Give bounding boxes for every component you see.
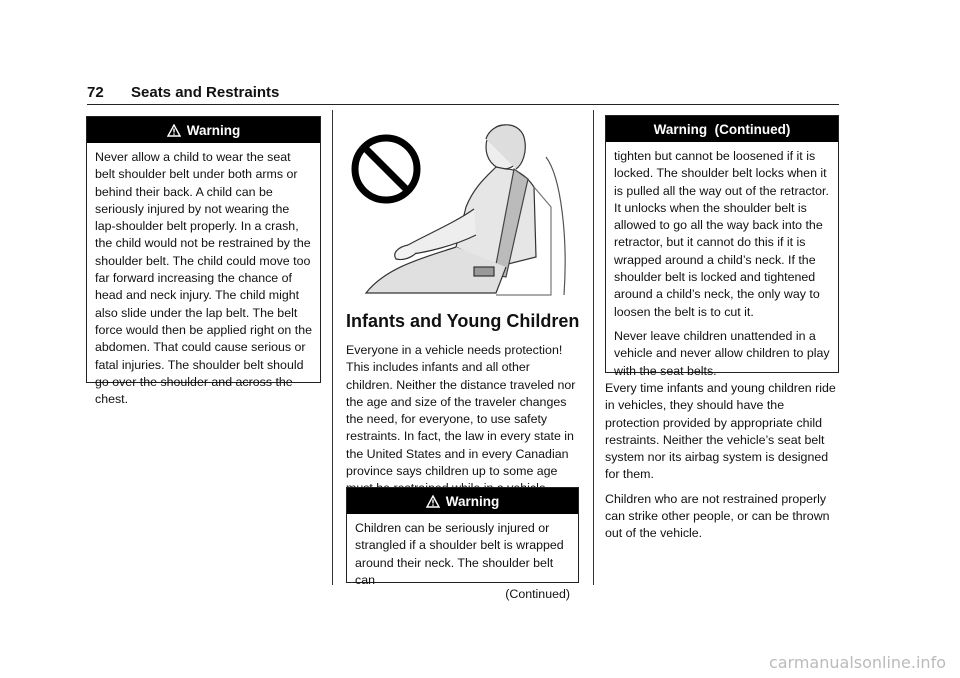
warning-box-strangulation	[346, 487, 579, 602]
page-header	[87, 82, 839, 105]
seated-child-figure	[366, 125, 565, 295]
prohibition-icon	[355, 138, 417, 200]
warning-header	[347, 488, 578, 514]
warning-header	[87, 117, 320, 143]
warning-text: Never leave children unattended in a vehicle and never allow children to play with the seat belts.	[614, 328, 830, 378]
paragraph: Every time infants and young children ride in vehicles, they should have the protection provided by appropriate child restraints. Neither the vehicle’s seat belt system nor its airbag system is designed for them.	[605, 381, 836, 482]
section-title: Infants and Young Children	[346, 311, 580, 331]
section-heading: Seats and Restraints	[131, 84, 280, 101]
warning-header	[606, 116, 838, 142]
warning-body	[347, 514, 578, 604]
page-number: 72	[87, 84, 104, 101]
warning-triangle-icon	[426, 495, 440, 508]
column-divider-right	[593, 110, 594, 585]
warning-text: tighten but cannot be loosened if it is locked. The shoulder belt locks when it is pulled all the way out of the retractor. It unlocks when the shoulder belt is allowed to go all the way back into the retractor, but it cannot do this if it is wrapped around a child’s neck. If the shoulder belt is locked and tightened around a child’s neck, the only way to loosen the belt is to cut it.	[614, 149, 829, 319]
warning-text: Children can be seriously injured or strangled if a shoulder belt is wrapped around their neck. The shoulder belt can	[355, 521, 564, 587]
warning-title: Warning (Continued)	[653, 121, 791, 137]
paragraph: Children who are not restrained properly can strike other people, or can be thrown out of the vehicle.	[605, 491, 830, 541]
warning-title: Warning	[445, 493, 500, 509]
warning-triangle-icon	[167, 124, 181, 137]
child-seat-belt-illustration	[346, 117, 578, 297]
right-column-text	[605, 380, 839, 550]
warning-title: Warning	[186, 122, 241, 138]
watermark: carmanualsonline.info	[768, 653, 946, 672]
warning-box-seat-belt-position	[86, 116, 321, 407]
warning-text: Never allow a child to wear the seat belt shoulder belt under both arms or behind their back. A child can be seriously injured by not wearing the lap-shoulder belt properly. In a crash, the child would not be restrained by the shoulder belt. The child could move too far forward increasing the chance of head and neck injury. The child might also slide under the lap belt. The belt force would then be applied right on the abdomen. That could cause serious or fatal injuries. The shoulder belt should go over the shoulder and across the chest.	[95, 150, 312, 407]
section-paragraph-text: Everyone in a vehicle needs protection! This includes infants and all other children. Neither the distance traveled nor the age and size of the traveler changes the need, for everyone, to use safety restraints. In fact, the law in every state in the United States and in every Canadian province says children up to some age	[346, 343, 576, 479]
column-divider-left	[332, 110, 333, 585]
section-paragraph	[346, 342, 578, 505]
warning-body	[606, 142, 838, 393]
warning-body	[87, 143, 320, 421]
continued-label: (Continued)	[505, 587, 570, 602]
warning-box-continued	[605, 115, 839, 378]
